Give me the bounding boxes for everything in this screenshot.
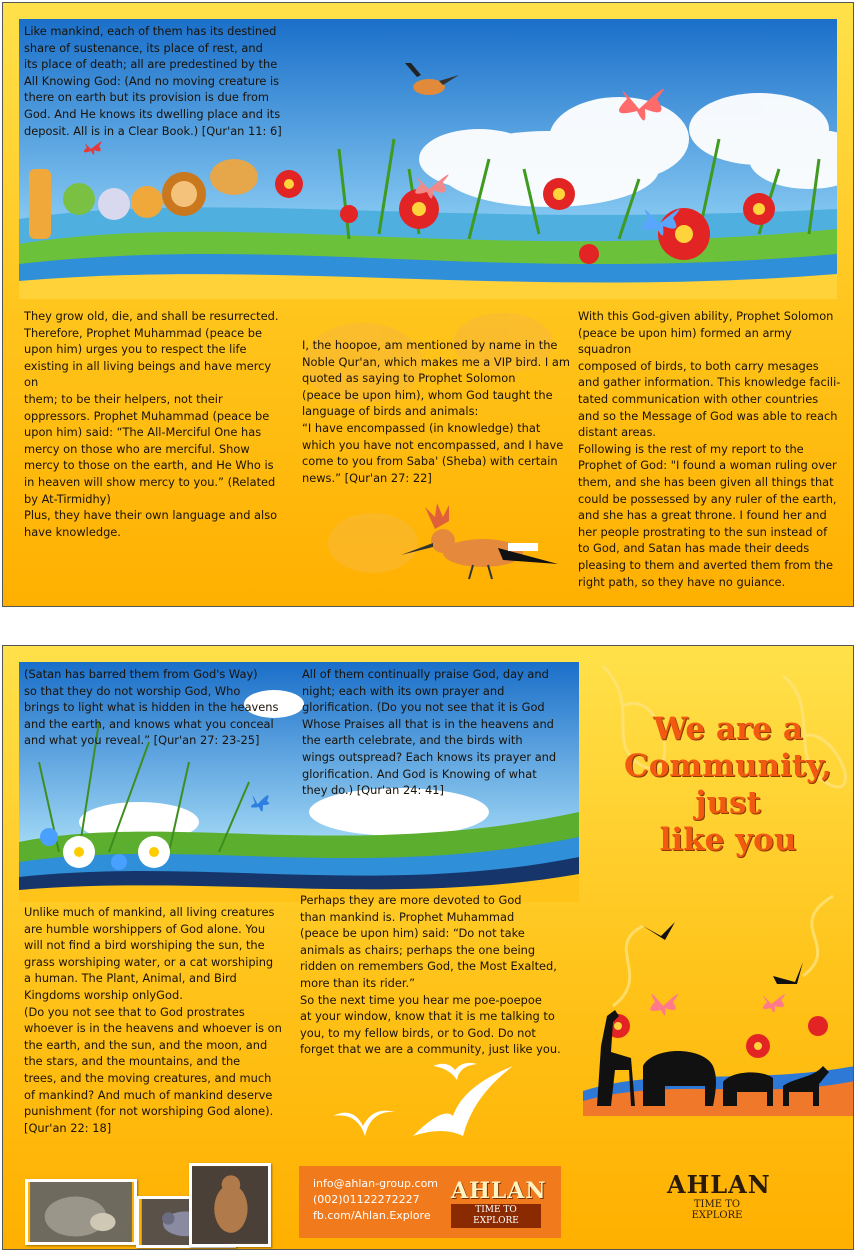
ahlan-logo-back (667, 1170, 771, 1222)
column-one-text: They grow old, die, and shall be resurrected. Therefore, Prophet Muhammad (peace be upon him) urges you to respect the life existing in all living beings and have mercy on them; to be their helpers, not their oppressors. Prophet Muhammad (peace be upon him) said: “The All-Merciful One has mercy on those who are merciful. Show mercy to those on the earth, and He Who is in heaven will show mercy to you.” (Related by At-Tirmidhy) Plus, they have their own language and also have knowledge. (24, 309, 279, 539)
title-line: Community, (624, 748, 832, 784)
bird-silhouette-icon (643, 922, 675, 940)
butterfly-icon (763, 994, 785, 1012)
logo-name: AHLAN (451, 1178, 547, 1204)
quote-middle-text: All of them continually praise God, day and night; each with its own prayer and glorification. (Do you not see that it is God Whose Praises all that is in the heavens and the earth celebrate, and the birds with wings outspread? Each knows its prayer and glorification. And God is Knowing of what they do.) [Qur'an 24: 41] (302, 667, 557, 798)
brochure-inner-panel (2, 645, 854, 1250)
phone-number: (002)01122272227 (313, 1193, 420, 1206)
brochure-title (603, 711, 853, 859)
title-line: like you (659, 822, 797, 858)
quote-left-text: (Satan has barred them from God's Way) so that they do not worship God, Who brings to light what is hidden in the heavens and the earth, and knows what you conceal and what you reveal.” [Qur'an 27: 23-25] (24, 667, 279, 748)
logo-tagline: TIME TO EXPLORE (691, 1199, 743, 1221)
column-left-text: Unlike much of mankind, all living creatures are humble worshippers of God alone. You will not find a bird worshiping the sun, the grass worshiping water, or a cat worshiping a human. The Plant, Animal, and Bird Kingdoms worship onlyGod. (Do you not see that to God prostrates whoever is in the heavens and whoever is on the earth, and the sun, and the moon, and the stars, and the mountains, and the trees, and the moving creatures, and much of mankind? And much of mankind deserve punishment (for not worshiping God alone). [Qur'an 22: 18] (24, 905, 282, 1135)
animal-silhouettes-icon (597, 1010, 829, 1106)
title-line: We are a (653, 711, 803, 747)
contact-lines (313, 1176, 438, 1224)
white-birds-illustration (323, 1046, 563, 1166)
email-link[interactable]: info@ahlan-group.com (313, 1177, 439, 1190)
column-middle-text: Perhaps they are more devoted to God than mankind is. Prophet Muhammad (peace be upon him) said: “Do not take animals as chairs; perhaps the one being ridden on remembers God, the Most Exalted, more than its rider.” So the next time you hear me poe-poepoe at your window, know that it is me talking to you, to my fellow birds, or to God. Do not forget that we are a community, just like you. (300, 893, 561, 1057)
facebook-link[interactable]: fb.com/Ahlan.Explore (313, 1209, 431, 1222)
squirrel-photo (189, 1163, 271, 1247)
bird-silhouette-icon (333, 1111, 395, 1136)
hedgehog-photo (25, 1179, 137, 1245)
column-three-text: With this God-given ability, Prophet Solomon (peace be upon him) formed an army squadron composed of birds, to both carry mesages and gather information. This knowledge facili- tated communication with other countries and so the Message of God was able to reach distant areas. Following is the rest of my report to the Prophet of God: "I found a woman ruling over them, and she has been given all things that could be possessed by any ruler of the earth, and she has a great throne. I found her and her people prostrating to the sun instead of to God, and Satan has made their deeds pleasing to them and averted them from the right path, so they have no guiance. (578, 309, 841, 589)
column-two-text: I, the hoopoe, am mentioned by name in the Noble Qur'an, which makes me a VIP bird. I am quoted as saying to Prophet Solomon (peace be upon him), whom God taught the language of birds and animals: “I have encompassed (in knowledge) that which you have not encompassed, and I have come to you from Saba' (Sheba) with certain news.” [Qur'an 27: 22] (302, 338, 570, 485)
contact-box (299, 1166, 561, 1238)
logo-tagline: TIME TO EXPLORE (451, 1204, 541, 1228)
hoopoe-bird-icon (401, 503, 558, 579)
title-line: just (695, 785, 761, 821)
brochure-outer-panel (2, 2, 854, 607)
bird-silhouette-icon (773, 962, 803, 984)
ahlan-logo (451, 1178, 547, 1228)
bird-silhouette-icon (413, 1066, 513, 1136)
intro-paragraph: Like mankind, each of them has its destined share of sustenance, its place of rest, and its place of death; all are predestined by the All Knowing God: (And no moving creature is there on earth but its provision is due from God. And He knows its dwelling place and its deposit. All is in a Clear Book.) [Qur'an 11: 6] (24, 24, 282, 138)
bird-silhouette-icon (433, 1063, 477, 1080)
butterfly-icon (650, 994, 678, 1016)
logo-name: AHLAN (667, 1170, 771, 1199)
